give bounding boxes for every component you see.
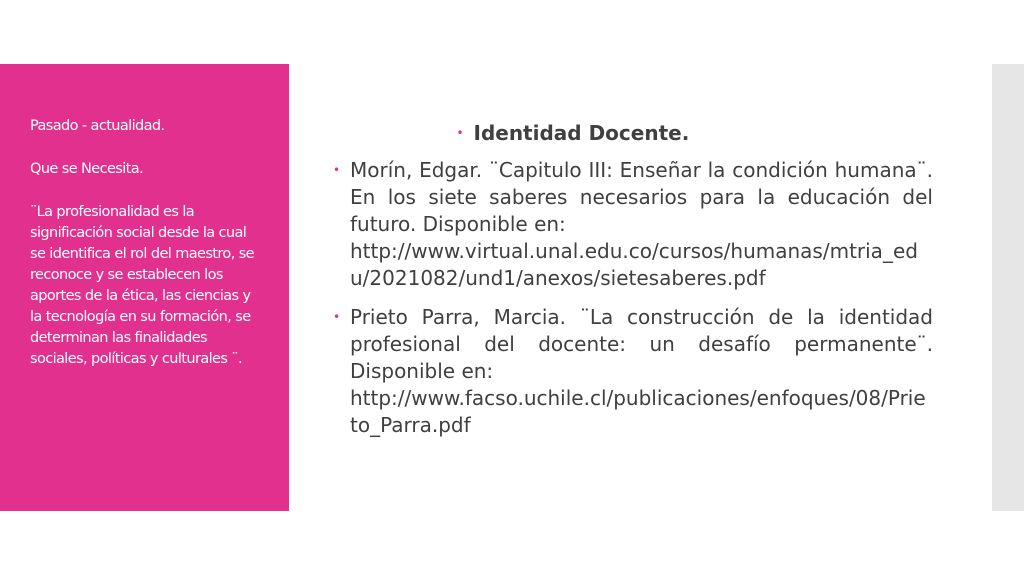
bullet-icon: • [333,310,341,324]
page-title: Identidad Docente. [473,121,690,145]
decorative-strip [992,64,1024,511]
reference-link[interactable]: http://www.facso.uchile.cl/publicaciones/enfoques/08/Prieto_Parra.pdf [350,386,926,437]
sidebar-quote: ¨La profesionalidad es la significación social desde la cual se identifica el rol del maestro, se reconoce y se establecen los aportes de la ética, las ciencias y la tecnología en su formación, se determinan las finalidades sociales, políticas y culturales ¨. [30,204,254,367]
heading-item [457,120,894,147]
bullet-icon: • [333,163,341,177]
reference-text: Prieto Parra, Marcia. ¨La construcción de la identidad profesional del docente: un desafío permanente¨. Disponible en: [350,305,933,383]
reference-text: Morín, Edgar. ¨Capitulo III: Enseñar la condición humana¨. En los siete saberes necesarios para la educación del futuro. Disponible en: [350,158,933,236]
bullet-icon: • [456,126,464,140]
sidebar-panel [0,64,289,511]
reference-item [333,304,933,439]
main-content [333,120,933,451]
sidebar-line-necesita: Que se Necesita. [30,161,144,177]
reference-item [333,157,933,292]
reference-link[interactable]: http://www.virtual.unal.edu.co/cursos/humanas/mtria_edu/2021082/und1/anexos/sietesaberes.pdf [350,239,918,290]
sidebar-line-pasado: Pasado - actualidad. [30,118,165,134]
